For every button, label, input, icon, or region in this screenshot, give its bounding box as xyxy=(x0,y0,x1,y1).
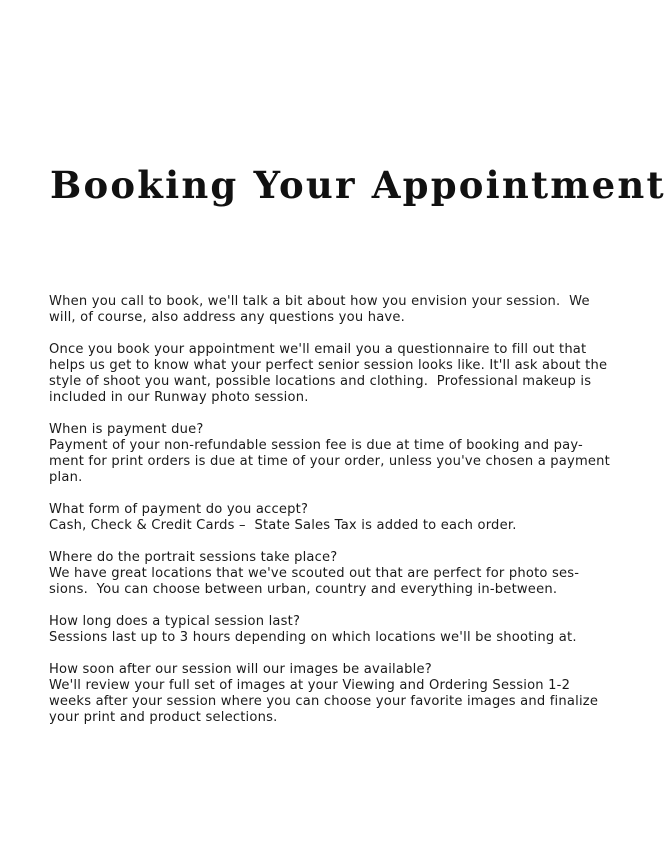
faq-answer-line: ment for print orders is due at time of your order, unless you've chosen a payment xyxy=(49,454,611,469)
faq-locations xyxy=(49,550,631,598)
paragraph-intro xyxy=(49,294,631,326)
faq-answer-line: Payment of your non-refundable session fee is due at time of booking and pay- xyxy=(49,438,583,453)
faq-payment-form xyxy=(49,502,631,534)
faq-answer-line: sions. You can choose between urban, country and everything in-between. xyxy=(49,582,558,597)
faq-question: What form of payment do you accept? xyxy=(49,502,309,517)
faq-answer-line: weeks after your session where you can choose your favorite images and finalize xyxy=(49,694,599,709)
faq-answer-line: We have great locations that we've scouted out that are perfect for photo ses- xyxy=(49,566,580,581)
faq-payment-due xyxy=(49,422,631,486)
text-line: included in our Runway photo session. xyxy=(49,390,309,405)
text-line: helps us get to know what your perfect senior session looks like. It'll ask about the xyxy=(49,358,608,373)
text-line: will, of course, also address any questions you have. xyxy=(49,310,405,325)
page-title: Booking Your Appointment xyxy=(50,163,666,207)
faq-question: Where do the portrait sessions take place? xyxy=(49,550,338,565)
faq-question: How soon after our session will our images be available? xyxy=(49,662,432,677)
faq-answer-line: Cash, Check & Credit Cards – State Sales Tax is added to each order. xyxy=(49,518,517,533)
text-line: Once you book your appointment we'll email you a questionnaire to fill out that xyxy=(49,342,587,357)
faq-question: When is payment due? xyxy=(49,422,204,437)
text-line: When you call to book, we'll talk a bit about how you envision your session. We xyxy=(49,294,590,309)
paragraph-questionnaire xyxy=(49,342,631,406)
faq-question: How long does a typical session last? xyxy=(49,614,301,629)
body-text xyxy=(49,294,631,742)
faq-answer-line: Sessions last up to 3 hours depending on which locations we'll be shooting at. xyxy=(49,630,577,645)
faq-answer-line: We'll review your full set of images at your Viewing and Ordering Session 1-2 xyxy=(49,678,571,693)
faq-images-available xyxy=(49,662,631,726)
faq-answer-line: your print and product selections. xyxy=(49,710,278,725)
text-line: style of shoot you want, possible locations and clothing. Professional makeup is xyxy=(49,374,592,389)
faq-session-length xyxy=(49,614,631,646)
faq-answer-line: plan. xyxy=(49,470,83,485)
